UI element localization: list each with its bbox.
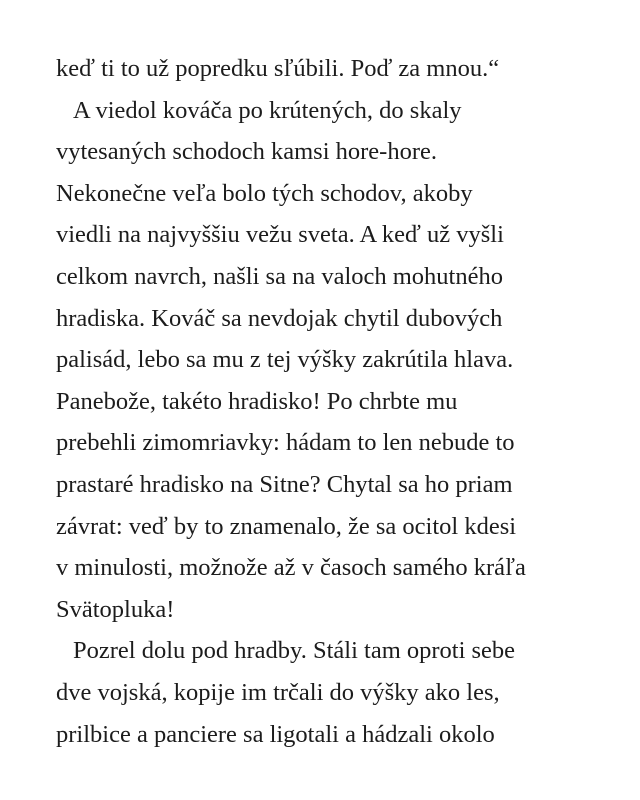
- text-line-3: vytesaných schodoch kamsi hore-hore.: [56, 138, 437, 166]
- text-line-11: prastaré hradisko na Sitne? Chytal sa ho priam: [56, 470, 513, 498]
- text-line-15: Pozrel dolu pod hradby. Stáli tam oproti sebe: [73, 637, 516, 665]
- text-line-5: viedli na najvyššiu vežu sveta. A keď už vyšli: [56, 221, 504, 249]
- text-line-6: celkom navrch, našli sa na valoch mohutného: [56, 262, 503, 290]
- text-line-9: Panebože, takéto hradisko! Po chrbte mu: [56, 387, 458, 415]
- text-line-2: A viedol kováča po krútených, do skaly: [73, 96, 462, 124]
- text-line-14: Svätopluka!: [56, 595, 175, 623]
- text-line-17: prilbice a panciere sa ligotali a hádzali okolo: [56, 720, 495, 748]
- text-line-7: hradiska. Kováč sa nevdojak chytil dubových: [56, 304, 503, 332]
- text-line-12: závrat: veď by to znamenalo, že sa ocitol kdesi: [56, 512, 517, 540]
- text-line-10: prebehli zimomriavky: hádam to len nebude to: [56, 429, 515, 457]
- text-line-1: keď ti to už popredku sľúbili. Poď za mnou.“: [56, 55, 500, 82]
- text-line-16: dve vojská, kopije im trčali do výšky ako les,: [56, 678, 500, 706]
- text-line-13: v minulosti, možnože až v časoch samého kráľa: [56, 554, 526, 582]
- text-line-4: Nekonečne veľa bolo tých schodov, akoby: [56, 179, 473, 207]
- book-page-text: [56, 48, 616, 755]
- text-line-8: palisád, lebo sa mu z tej výšky zakrútila hlava.: [56, 346, 514, 374]
